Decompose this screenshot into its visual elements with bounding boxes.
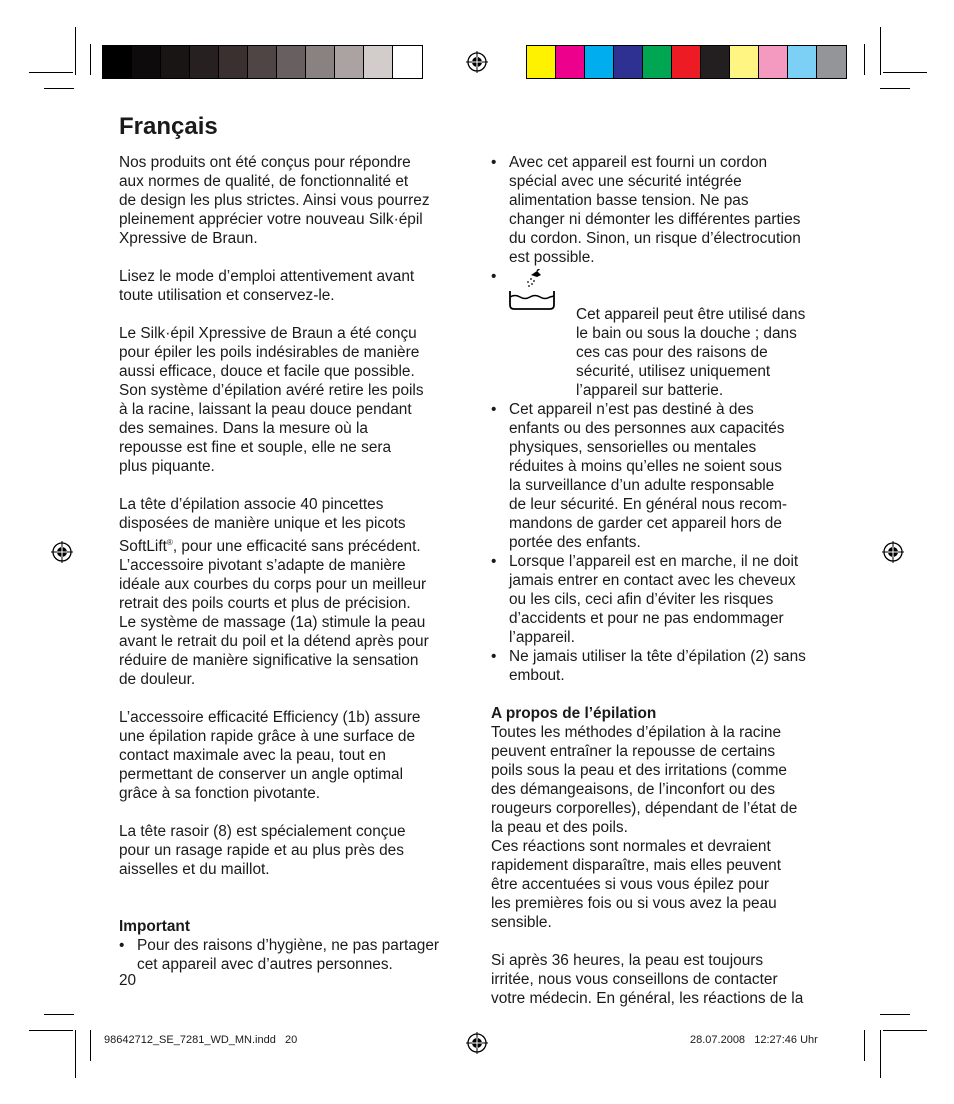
registration-mark-icon [466, 1032, 488, 1054]
crop-mark [883, 1030, 927, 1031]
crop-mark [880, 1030, 881, 1078]
registration-mark-icon [466, 51, 488, 73]
list-item: • Avec cet appareil est fourni un cordon spécial avec une sécurité intégrée alimentation basse tension. Ne pas changer ni démonter les différentes parties du cordon. Sinon, un risque d’électrocution est possible. [491, 153, 841, 267]
crop-mark [883, 72, 927, 73]
paragraph-tete-epilation [119, 495, 469, 689]
color-swatch [817, 46, 846, 78]
crop-mark [29, 1030, 73, 1031]
process-color-bar [526, 45, 847, 79]
registration-mark-icon [51, 541, 73, 563]
crop-mark [880, 1014, 910, 1015]
color-swatch [103, 46, 132, 78]
color-swatch [306, 46, 335, 78]
color-swatch [556, 46, 585, 78]
paragraph: La tête rasoir (8) est spécialement conçue pour un rasage rapide et au plus près des aisselles et du maillot. [119, 823, 406, 879]
color-swatch [190, 46, 219, 78]
color-swatch [132, 46, 161, 78]
color-swatch [161, 46, 190, 78]
crop-mark [90, 1030, 91, 1061]
section-heading: Important [119, 918, 190, 936]
crop-mark [75, 1030, 76, 1078]
left-column [119, 153, 469, 974]
paragraph: Nos produits ont été conçus pour répondre aux normes de qualité, de fonctionnalité et de design les plus strictes. Ainsi vous pourrez pleinement apprécier votre nouveau Silk·épil Xpressive de Braun. [119, 154, 430, 247]
color-swatch [248, 46, 277, 78]
paragraph: Si après 36 heures, la peau est toujours irritée, nous vous conseillons de contacter votre médecin. En général, les réactions de la [491, 952, 804, 1007]
paragraph: Lisez le mode d’emploi attentivement avant toute utilisation et conservez-le. [119, 268, 415, 304]
page-number: 20 [119, 972, 137, 989]
crop-mark [880, 88, 910, 89]
crop-mark [864, 1030, 865, 1061]
registered-mark: ® [166, 538, 173, 547]
color-swatch [364, 46, 393, 78]
list-item-text: Cet appareil peut être utilisé dans le bain ou sous la douche ; dans ces cas pour des raisons de sécurité, utilisez uniquement l’appareil sur batterie. [576, 306, 806, 399]
color-swatch [614, 46, 643, 78]
crop-mark [44, 88, 74, 89]
list-item: • Pour des raisons d’hygiène, ne pas partager cet appareil avec d’autres personnes. [119, 936, 469, 974]
color-swatch [393, 46, 422, 78]
list-item: • Lorsque l’appareil est en marche, il ne doit jamais entrer en contact avec les cheveux ou les cils, ceci afin d’éviter les risques d’accidents et pour ne pas endommager l’appareil. [491, 552, 841, 647]
list-item: • Cet appareil n’est pas destiné à des enfants ou des personnes aux capacités physiques, sensorielles ou mentales réduites à moins qu’elles ne soient sous la surveillance d’un adulte responsable de leur sécurité. En général nous recom- mandons de garder cet appareil hors de portée des enfants. [491, 400, 841, 552]
color-swatch [335, 46, 364, 78]
color-swatch [672, 46, 701, 78]
crop-mark [864, 44, 865, 75]
color-swatch [701, 46, 730, 78]
crop-mark [75, 27, 76, 75]
color-swatch [585, 46, 614, 78]
color-swatch [527, 46, 556, 78]
crop-mark [44, 1014, 74, 1015]
paragraph: Le Silk·épil Xpressive de Braun a été conçu pour épiler les poils indésirables de manière aussi efficace, douce et facile que possible. Son système d’épilation avéré retire les poils à la racine, laissant la peau douce pendant des semaines. Dans la mesure où la repousse est fine et souple, elle ne sera plus piquante. [119, 325, 424, 475]
bullet-list [119, 936, 469, 974]
color-swatch [759, 46, 788, 78]
right-column [491, 153, 841, 1027]
paragraph: Toutes les méthodes d’épilation à la racine peuvent entraîner la repousse de certains poils sous la peau et des irritations (comme des démangeaisons, de l’inconfort ou des rougeurs corporelles), dépendant de l’état de la peau et des poils. Ces réactions sont normales et devraient rapidement disparaître, mais elles peuvent être accentuées si vous vous épilez pour les premières fois ou si vous avez la peau sensible. [491, 724, 798, 931]
section-heading: A propos de l’épilation [491, 705, 657, 722]
page-title: Français [119, 113, 218, 140]
color-swatch [730, 46, 759, 78]
color-swatch [219, 46, 248, 78]
paragraph: L’accessoire efficacité Efficiency (1b) assure une épilation rapide grâce à une surface de contact maximale avec la peau, tout en permettant de conserver un angle optimal grâce à sa fonction pivotante. [119, 709, 421, 803]
footer-filename: 98642712_SE_7281_WD_MN.indd 20 [104, 1034, 298, 1046]
list-item-bath [491, 267, 841, 400]
crop-mark [90, 44, 91, 75]
color-swatch [643, 46, 672, 78]
registration-mark-icon [882, 541, 904, 563]
paragraph-text: La tête d’épilation associe 40 pincettes disposées de manière unique et les picots SoftLift [119, 496, 406, 556]
crop-mark [29, 72, 73, 73]
color-swatch [788, 46, 817, 78]
crop-mark [880, 27, 881, 75]
footer-timestamp: 28.07.2008 12:27:46 Uhr [690, 1034, 818, 1046]
bullet-list [491, 153, 841, 685]
color-swatch [277, 46, 306, 78]
bath-shower-icon [507, 269, 557, 311]
list-item: • Ne jamais utiliser la tête d’épilation (2) sans embout. [491, 647, 841, 685]
grayscale-color-bar [102, 45, 423, 79]
paragraph-text: , pour une efficacité sans précédent. L’accessoire pivotant s’adapte de manière idéale aux courbes du corps pour un meilleur retrait des poils courts et plus de précision. Le système de massage (1a) stimule la peau avant le retrait du poil et la détend après pour réduire de manière significative la sensation de douleur. [119, 538, 429, 689]
